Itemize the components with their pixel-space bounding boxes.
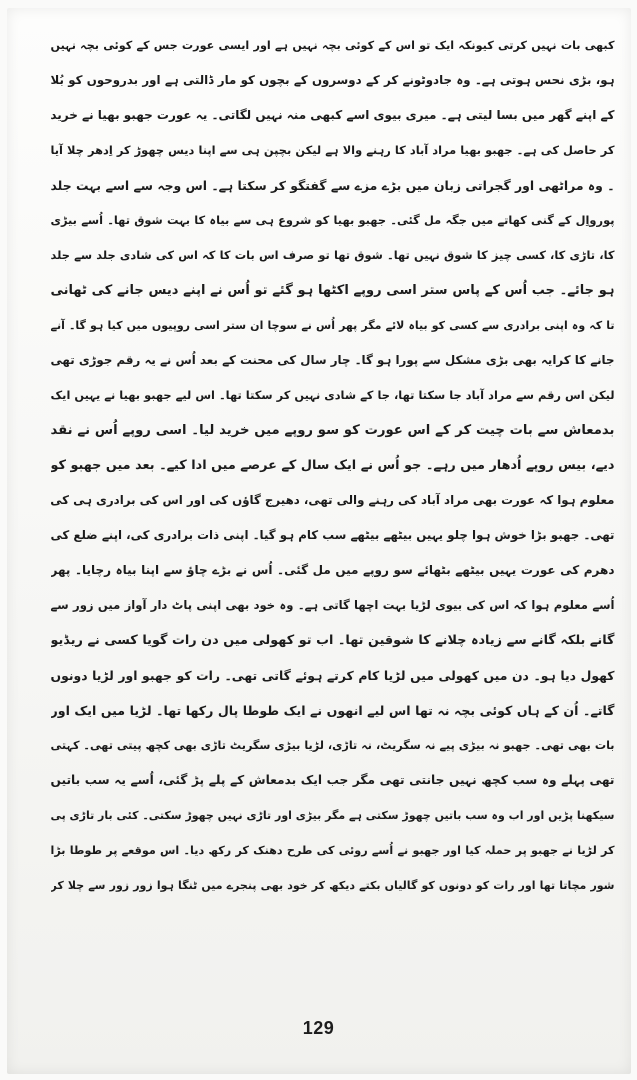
text-line: گانے بلکہ گانے سے زیادہ چلانے کا شوقین تھا۔ اب تو کھولی میں دن رات گویا کسی نے ریڈیو [50, 633, 615, 648]
text-line: لیکن اس رقم سے مراد آباد جا سکتا تھا، جا کے شادی نہیں کر سکتا تھا۔ اس لیے جھبو بھیا نے یہیں ایک [50, 388, 615, 402]
text-line: کھول دیا ہو۔ دن میں کھولی میں لڑیا کام کرتے ہوئے گاتی تھی۔ رات کو جھبو اور لڑیا دونوں [50, 668, 615, 683]
text-line: اُسے معلوم ہوا کہ اس کی بیوی لڑیا بہت اچھا گاتی ہے۔ وہ خود بھی اپنی پاٹ دار آواز میں زور سے [50, 598, 615, 612]
text-line: کا، تاڑی کا، کسی چیز کا شوق نہیں تھا۔ شوق تھا تو صرف اس بات کا کہ اس کی شادی جلد سے جلد [50, 248, 615, 262]
text-line: کے اپنے گھر میں بسا لیتی ہے۔ میری بیوی اسے کبھی منہ نہیں لگاتی۔ یہ عورت جھبو بھیا نے خرید [50, 108, 615, 122]
text-line: ہو، بڑی نحس ہوتی ہے۔ وہ جادوٹونے کر کے دوسروں کے بچوں کو مار ڈالتی ہے اور بدروحوں کو بُلا [50, 73, 615, 87]
text-line: پورواِل کے گنی کھاتے میں جگہ مل گئی۔ جھبو بھیا کو شروع ہی سے بیاہ کا بہت شوق تھا۔ اُسے بیڑی [50, 213, 615, 227]
text-line: بدمعاش سے بات چیت کر کے اس عورت کو سو روپے میں خرید لیا۔ اسی روپے اُس نے نقد [50, 423, 615, 438]
text-line: دیے، بیس روپے اُدھار میں رہے۔ جو اُس نے ایک سال کے عرصے میں ادا کیے۔ بعد میں جھبو کو [50, 458, 615, 473]
text-line: جانے کا کرایہ بھی بڑی مشکل سے پورا ہو گا۔ چار سال کی محنت کے بعد اُس نے یہ رقم جوڑی تھی [50, 353, 615, 367]
text-line: ۔ وہ مراٹھی اور گجراتی زبان میں بڑے مزے سے گفتگو کر سکتا ہے۔ اس وجہ سے اسے بہت جلد [50, 178, 615, 193]
page-sheet [7, 8, 631, 1074]
page-number: 129 [302, 1018, 335, 1038]
text-line: تھی پہلے وہ سب کچھ نہیں جانتی تھی مگر جب ایک بدمعاش کے پلے پڑ گئی، اُسے یہ سب باتیں [50, 773, 615, 787]
text-line: تھی۔ جھبو بڑا خوش ہوا چلو یہیں بیٹھے بیٹھے سب کام ہو گیا۔ اپنی ذات برادری کی، اپنے ضلع کی [50, 528, 615, 542]
text-line: کبھی بات نہیں کرتی کیونکہ ایک تو اس کے کوئی بچہ نہیں ہے اور ایسی عورت جس کے کوئی بچہ نہیں [50, 39, 615, 52]
body-text [51, 28, 615, 903]
text-line: سیکھنا پڑیں اور اب وہ سب باتیں چھوڑ سکتی ہے مگر بیڑی اور تاڑی نہیں چھوڑ سکتی۔ کئی بار تاڑی پی [50, 809, 615, 822]
text-line: کر حاصل کی ہے۔ جھبو بھیا مراد آباد کا رہنے والا ہے لیکن بچپن ہی سے اپنا دیس چھوڑ کر اِدھر چلا آیا [50, 143, 615, 157]
text-line: کر لڑیا نے جھبو پر حملہ کیا اور جھبو نے اُسے روئی کی طرح دھنک کر رکھ دیا۔ اس موقعے پر طوطا بڑا [50, 844, 615, 857]
text-line: بات بھی تھی۔ جھبو نہ بیڑی پیے نہ سگریٹ، نہ تاڑی، لڑیا بیڑی سگریٹ تاڑی بھی کچھ پیتی تھی۔ کہتی [50, 739, 615, 752]
text-line: تا کہ وہ اپنی برادری سے کسی کو بیاہ لائے مگر پھر اُس نے سوچا ان ستر اسی روپیوں میں کیا ہو گا۔ آنے [50, 319, 615, 332]
text-line: ہو جائے۔ جب اُس کے پاس ستر اسی روپے اکٹھا ہو گئے تو اُس نے اپنے دیس جانے کی ٹھانی [50, 283, 615, 298]
text-line: شور مچاتا تھا اور رات کو دونوں کو گالیاں بکتے دیکھ کر خود بھی پنجرے میں ٹنگا ہوا زور زور سے چلا کر [50, 879, 615, 892]
text-line: گاتے۔ اُن کے ہاں کوئی بچہ نہ تھا اس لیے انھوں نے ایک طوطا پال رکھا تھا۔ لڑیا میں ایک اور [50, 703, 615, 718]
text-line: دھرم کی عورت یہیں بیٹھے بٹھائے سو روپے میں مل گئی۔ اُس نے بڑے چاؤ سے اپنا بیاہ رچایا۔ پھر [50, 563, 615, 577]
text-line: معلوم ہوا کہ عورت بھی مراد آباد کی رہنے والی تھی، دھیرج گاؤں کی اور اس کی برادری ہی کی [50, 493, 615, 507]
